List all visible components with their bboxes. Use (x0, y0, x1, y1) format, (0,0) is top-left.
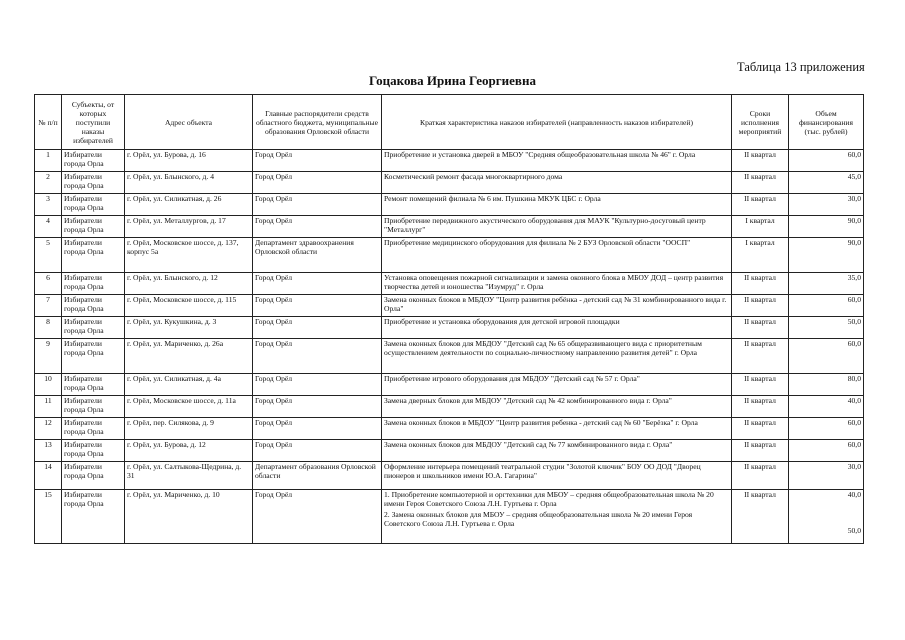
row-description: Приобретение медицинского оборудования для филиала № 2 БУЗ Орловской области "ООСП" (382, 238, 732, 273)
table-row (35, 374, 864, 396)
row-description: Установка оповещения пожарной сигнализации и замена оконного блока в МБОУ ДОД – центр развития творчества детей и юношества "Изумруд" г. Орла (382, 273, 732, 295)
header-address: Адрес объекта (125, 95, 253, 150)
row-period: II квартал (732, 172, 789, 194)
row-period: II квартал (732, 374, 789, 396)
row-manager: Город Орёл (253, 339, 382, 374)
row-description: Оформление интерьера помещений театральной студии "Золотой ключик" БОУ ОО ДОД "Дворец пионеров и школьников имени Ю.А. Гагарина" (382, 462, 732, 490)
row-address: г. Орёл, ул. Бурова, д. 16 (125, 150, 253, 172)
row-address: г. Орёл, ул. Мариченко, д. 26а (125, 339, 253, 374)
table-row (35, 396, 864, 418)
row-subject: Избиратели города Орла (62, 172, 125, 194)
table-row (35, 317, 864, 339)
row-address: г. Орёл, ул. Бурова, д. 12 (125, 440, 253, 462)
header-description: Краткая характеристика наказов избирателей (направленность наказов избирателей) (382, 95, 732, 150)
row-period: II квартал (732, 462, 789, 490)
row-num: 1 (35, 150, 62, 172)
row-num: 13 (35, 440, 62, 462)
row-subject: Избиратели города Орла (62, 396, 125, 418)
row-description: Замена оконных блоков для МБДОУ "Детский сад № 65 общеразвивающего вида с приоритетным осуществлением деятельности по социально-личностному направлению развития детей" г. Орла (382, 339, 732, 374)
row-amount: 60,0 (789, 440, 864, 462)
table-row (35, 194, 864, 216)
row-num: 14 (35, 462, 62, 490)
header-num: № п/п (35, 95, 62, 150)
header-period: Сроки исполнения мероприятий (732, 95, 789, 150)
row-address: г. Орёл, ул. Салтыкова-Щедрина, д. 31 (125, 462, 253, 490)
row-address: г. Орёл, ул. Силикатная, д. 26 (125, 194, 253, 216)
row-address: г. Орёл, пер. Силякова, д. 9 (125, 418, 253, 440)
page-title: Гоцакова Ирина Георгиевна (369, 73, 536, 88)
row-num: 12 (35, 418, 62, 440)
row-manager: Город Орёл (253, 273, 382, 295)
row-subject: Избиратели города Орла (62, 216, 125, 238)
row-description-part-2: 2. Замена оконных блоков для МБОУ – средняя общеобразовательная школа № 20 имени Героя Советского Союза Л.Н. Гуртьева г. Орла (384, 510, 693, 528)
row-amount: 35,0 (789, 273, 864, 295)
row-amount: 30,0 (789, 462, 864, 490)
row-amount: 60,0 (789, 418, 864, 440)
row-period: II квартал (732, 150, 789, 172)
row-amount: 50,0 (789, 317, 864, 339)
row-period: I квартал (732, 216, 789, 238)
row-address: г. Орёл, ул. Силикатная, д. 4а (125, 374, 253, 396)
row-period: II квартал (732, 295, 789, 317)
table-caption: Таблица 13 приложения (737, 60, 865, 74)
row-subject: Избиратели города Орла (62, 317, 125, 339)
header-subject: Субъекты, от которых поступили наказы избирателей (62, 95, 125, 150)
table-header-row (35, 95, 864, 150)
row-description-part-1: 1. Приобретение компьютерной и оргтехники для МБОУ – средняя общеобразовательная школа № 20 имени Героя Советского Союза Л.Н. Гуртьева г. Орла (384, 490, 714, 508)
row-address: г. Орёл, ул. Металлургов, д. 17 (125, 216, 253, 238)
row-address: г. Орёл, Московское шоссе, д. 115 (125, 295, 253, 317)
table-row (35, 418, 864, 440)
row-description: Приобретение и установка оборудования для детской игровой площадки (382, 317, 732, 339)
row-description: Ремонт помещений филиала № 6 им. Пушкина МКУК ЦБС г. Орла (382, 194, 732, 216)
row-num: 10 (35, 374, 62, 396)
table-row (35, 216, 864, 238)
row-subject: Избиратели города Орла (62, 273, 125, 295)
table-row (35, 462, 864, 490)
table-row (35, 339, 864, 374)
row-description: Замена дверных блоков для МБДОУ "Детский сад № 42 комбинированного вида г. Орла" (382, 396, 732, 418)
row-amount: 40,0 (789, 396, 864, 418)
row-address: г. Орёл, Московское шоссе, д. 11а (125, 396, 253, 418)
row-subject: Избиратели города Орла (62, 339, 125, 374)
row-amount: 80,0 (789, 374, 864, 396)
row-amount: 90,0 (789, 216, 864, 238)
row-period: II квартал (732, 440, 789, 462)
row-address: г. Орёл, ул. Блынского, д. 4 (125, 172, 253, 194)
row-num: 5 (35, 238, 62, 273)
row-description: Замена оконных блоков в МБДОУ "Центр развития ребенка - детский сад № 60 "Берёзка" г. Орла (382, 418, 732, 440)
row-amount: 60,0 (789, 150, 864, 172)
row-subject: Избиратели города Орла (62, 374, 125, 396)
row-subject: Избиратели города Орла (62, 490, 125, 544)
row-subject: Избиратели города Орла (62, 418, 125, 440)
row-manager: Город Орёл (253, 317, 382, 339)
row-address: г. Орёл, ул. Мариченко, д. 10 (125, 490, 253, 544)
row-amount: 90,0 (789, 238, 864, 273)
row-address: г. Орёл, Московское шоссе, д. 137, корпус 5а (125, 238, 253, 273)
row-period: II квартал (732, 339, 789, 374)
row-manager: Департамент образования Орловской области (253, 462, 382, 490)
row-manager: Город Орёл (253, 396, 382, 418)
row-manager: Город Орёл (253, 194, 382, 216)
row-manager: Город Орёл (253, 150, 382, 172)
row-period: II квартал (732, 317, 789, 339)
row-manager: Город Орёл (253, 490, 382, 544)
row-amount: 30,0 (789, 194, 864, 216)
row-subject: Избиратели города Орла (62, 150, 125, 172)
row-manager: Город Орёл (253, 440, 382, 462)
row-description: Замена оконных блоков в МБДОУ "Центр развития ребёнка - детский сад № 31 комбинированного вида г. Орла" (382, 295, 732, 317)
row-num: 4 (35, 216, 62, 238)
header-amount: Объем финансирования (тыс. рублей) (789, 95, 864, 150)
row-description: Приобретение игрового оборудования для МБДОУ "Детский сад № 57 г. Орла" (382, 374, 732, 396)
row-num: 11 (35, 396, 62, 418)
header-manager: Главные распорядители средств областного бюджета, муниципальные образования Орловской области (253, 95, 382, 150)
row-subject: Избиратели города Орла (62, 295, 125, 317)
row-amount-part-1: 40,0 (847, 490, 861, 499)
row-period: II квартал (732, 273, 789, 295)
row-manager: Город Орёл (253, 216, 382, 238)
row-subject: Избиратели города Орла (62, 194, 125, 216)
row-description (382, 490, 732, 544)
row-manager: Город Орёл (253, 418, 382, 440)
row-manager: Город Орёл (253, 172, 382, 194)
row-amount: 60,0 (789, 339, 864, 374)
row-manager: Департамент здравоохранения Орловской области (253, 238, 382, 273)
row-num: 15 (35, 490, 62, 544)
row-address: г. Орёл, ул. Кукушкина, д. 3 (125, 317, 253, 339)
row-manager: Город Орёл (253, 374, 382, 396)
row-amount-part-2: 50,0 (847, 526, 861, 535)
row-num: 2 (35, 172, 62, 194)
row-period: II квартал (732, 194, 789, 216)
row-subject: Избиратели города Орла (62, 462, 125, 490)
row-amount: 45,0 (789, 172, 864, 194)
table-row (35, 150, 864, 172)
table-row (35, 490, 864, 544)
row-description: Косметический ремонт фасада многоквартирного дома (382, 172, 732, 194)
row-period: II квартал (732, 490, 789, 544)
row-num: 9 (35, 339, 62, 374)
row-num: 8 (35, 317, 62, 339)
row-description: Приобретение и установка дверей в МБОУ "Средняя общеобразовательная школа № 46" г. Орла (382, 150, 732, 172)
table-row (35, 440, 864, 462)
row-description: Приобретение передвижного акустического оборудования для МАУК "Культурно-досуговый центр "Металлург" (382, 216, 732, 238)
row-num: 3 (35, 194, 62, 216)
row-subject: Избиратели города Орла (62, 238, 125, 273)
row-period: I квартал (732, 238, 789, 273)
voter-orders-table (34, 94, 864, 544)
table-row (35, 273, 864, 295)
table-row (35, 172, 864, 194)
row-num: 6 (35, 273, 62, 295)
row-subject: Избиратели города Орла (62, 440, 125, 462)
row-manager: Город Орёл (253, 295, 382, 317)
row-period: II квартал (732, 418, 789, 440)
row-description: Замена оконных блоков для МБДОУ "Детский сад № 77 комбинированного вида г. Орла" (382, 440, 732, 462)
row-period: II квартал (732, 396, 789, 418)
table-row (35, 238, 864, 273)
row-num: 7 (35, 295, 62, 317)
row-amount: 60,0 (789, 295, 864, 317)
row-address: г. Орёл, ул. Блынского, д. 12 (125, 273, 253, 295)
table-row (35, 295, 864, 317)
row-amount (789, 490, 864, 544)
